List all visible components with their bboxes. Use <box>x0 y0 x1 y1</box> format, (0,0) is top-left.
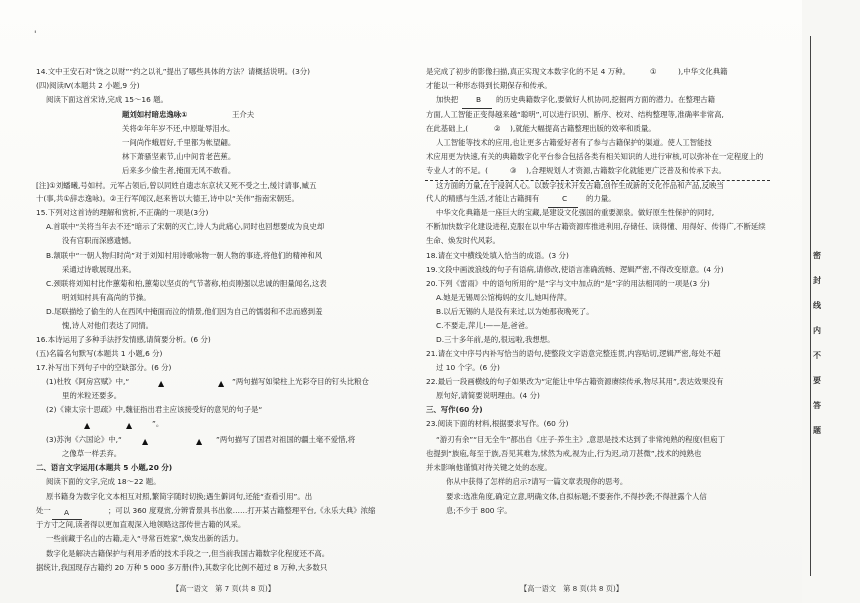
right-page-line: 方面,人工智能正变得越来越“聪明”,可以进行识别、断序、校对、结构整理等,准确率非常高, <box>426 110 724 119</box>
right-page-line: “游刃有余”“目无全牛”都出自《庄子·养生主》,意思是技术达到了非常纯熟的程度(但庖丁 <box>436 435 725 444</box>
left-page-line: C.颈联将刘知村比作蕙菊和柏,蕙菊以坚贞的气节著称,柏贞刚强以忠诚的胆量闻名,这表 <box>46 279 327 288</box>
left-page-line: 二、语言文字运用(本题共 5 小题,20 分) <box>36 463 173 472</box>
right-page-line: 23.阅读下面的材料,根据要求写作。(60 分) <box>426 419 569 428</box>
binding-word: 线 <box>813 301 821 310</box>
right-page-line: 中华文化典籍是一座巨大的宝藏,是建设文化强国的重要源泉。做好原生性保护的同时, <box>436 208 715 217</box>
right-page-line: 是完成了初步的影像扫描,真正实现文本数字化的不足 4 万种。 <box>426 67 630 76</box>
right-page-line: 在此基础上,( <box>426 124 469 133</box>
right-page-line: ① <box>650 67 657 76</box>
binding-word: 封 <box>813 276 821 285</box>
right-page-line: D.三十多年前,是的,很远啦,我想想。 <box>436 335 555 344</box>
left-page-line: 明刘知村具有高尚的节操。 <box>62 293 151 302</box>
left-page-line: 林下萧骚坚素节,山中间肯老芭蕉。 <box>122 152 236 161</box>
footer-left: 【高一语文 第 7 页(共 8 页)】 <box>172 584 275 593</box>
left-page-line: 17.补写出下列句子中的空缺部分。(6 分) <box>36 363 172 372</box>
left-page-line: 一间尚作蛾眉好,千里都为帐望翩。 <box>122 138 236 147</box>
blank-17-4[interactable]: ▲ <box>126 421 133 430</box>
left-page-line: 关将②年年岁不还,中原耻辱泪水。 <box>122 124 235 133</box>
right-page-line: ③ <box>510 166 517 175</box>
left-page-line: 之像草一样丢弃。 <box>62 449 122 458</box>
left-page-line: [注]①刘蟠曦,号如村。元军占领后,曾以同姓自遗志东京状又死不受之士,缓讨请事,臧五 <box>36 181 317 190</box>
right-page-line: 生命、焕发时代风彩。 <box>426 236 500 245</box>
right-page-line: ),中华文化典籍 <box>678 67 728 76</box>
left-page-line: A.首联中“关将当年去不还”暗示了宋朝的灭亡,诗人为此痛心,同时也回想要成为良史却 <box>46 222 325 231</box>
right-page-line: 术应用更为快速,有关的典籍数字化平台参合包括各类有相关知识的人进行审核,可以弥补在一定程度上的 <box>426 152 764 161</box>
left-page-line: (四)阅读Ⅳ(本题共 2 小题,9 分) <box>36 81 140 90</box>
right-page-line: 三、写作(60 分) <box>426 405 483 414</box>
right-page-line: 19.文段中画波浪线的句子有语病,请修改,使语言准确流畅、逻辑严密,不得改变原意。(4 分) <box>426 265 724 274</box>
left-page-line: 王介夫 <box>232 110 255 119</box>
right-page-line: C <box>562 194 568 203</box>
left-page-line: 题刘如村暗忠逸咏① <box>122 110 188 119</box>
left-page-line: 一些前藏于名山的古籍,走入“寻常百姓家”,焕发出新的活力。 <box>46 534 244 543</box>
binding-line <box>810 36 811 576</box>
left-page-line: (五)名篇名句默写(本题共 1 小题,6 分) <box>36 349 163 358</box>
corner-mark: ' <box>34 30 37 40</box>
right-page-line: 专业人才的不足。( <box>426 166 489 175</box>
right-page-line: 加快把 <box>436 95 459 104</box>
binding-word: 不 <box>813 351 821 360</box>
right-page-line: 原句好,请简要说明理由。(4 分) <box>436 391 540 400</box>
right-page-line: A.她是无锡周公馆梅妈的女儿,她叫侍萍。 <box>436 293 572 302</box>
right-page-line: 不断加快数字化建设进程,克服在以中华古籍资源库推进利用,存储任、读得懂、用得好、传得广,不断延续 <box>426 222 766 231</box>
left-page-line: 采通过诗歌展现出来。 <box>62 265 136 274</box>
left-page-line: 里的米粒还要多。 <box>62 391 122 400</box>
right-page-line: 才能以一种形态得到长期保存和传承。 <box>426 81 552 90</box>
right-page-line: ② <box>494 124 501 133</box>
right-page-line: ),就能大幅提高古籍整理出版的效率和质量。 <box>510 124 656 133</box>
left-page-line: 14.文中王安石对“饶之以财”“约之以礼”提出了哪些具体的方法？请概括说明。(3分) <box>36 67 311 76</box>
left-page-line: 据统计,我国现存古籍约 20 万种 5 000 多万册(件),其数字化比例不超过 8 万种,大多数只 <box>36 563 328 572</box>
left-page-line: 于方寸之间,读者得以更加直观深入地领略这部传世古籍的风采。 <box>36 520 246 529</box>
left-page-line: 十(事,共①辞志逸咏)。②王行军闻汉,赵来皆以大德王,诗中以“关伟”指南宋朝廷。 <box>36 194 299 203</box>
blank-17-3[interactable]: ▲ <box>84 421 91 430</box>
right-page-line: ),合理规划人才资源,古籍数字化就能更广泛普及和传承下去。 <box>526 166 726 175</box>
binding-word: 答 <box>813 401 821 410</box>
blank-17-6[interactable]: ▲ <box>196 437 203 446</box>
blank-17-2[interactable]: ▲ <box>218 379 225 388</box>
left-page-line: 数字化是解决古籍保护与利用矛盾的技术手段之一,但当前我国古籍数字化程度还不高。 <box>46 549 330 558</box>
left-page-line: ”两句描写了国君对祖国的疆土毫不爱惜,将 <box>216 435 356 444</box>
right-page-line: 也提到“族庖,每至于族,吾见其难为,怵然为戒,视为止,行为迟,动刀甚微”,技术的纯熟也 <box>426 449 702 458</box>
right-page-line: 人工智能等技术的应用,也让更多古籍爱好者有了参与古籍保护的渠道。使人工智能技 <box>436 138 712 147</box>
footer-right: 【高一语文 第 8 页(共 8 页)】 <box>520 584 623 593</box>
right-page-line: B <box>476 95 482 104</box>
right-page-line: 这方面的力量,在于浸润人心。以数字技术开发古籍,创作生成新的文化作品和产品,反映当 <box>436 181 724 190</box>
left-page-line: 处一 <box>36 506 51 515</box>
right-page-line: 并未影响他谨慎对待关键之处的态度。 <box>426 463 552 472</box>
left-page-line: 15.下列对这首诗的理解和赏析,不正确的一项是(3分) <box>36 208 209 217</box>
right-page-line: 息;不少于 800 字。 <box>446 506 512 515</box>
right-page-line: 的力量。 <box>586 194 616 203</box>
binding-word: 题 <box>813 426 821 435</box>
right-page-line: 18.请在文中横线处填入恰当的成语。(3 分) <box>426 251 569 260</box>
left-page-line: 没有官职而深感遗憾。 <box>62 236 136 245</box>
right-page-line: 20.下列《雷雨》中的语句所用的“是”字与文中加点的“是”字的用法相同的一项是(3 分) <box>426 279 710 288</box>
binding-word: 密 <box>813 251 821 260</box>
left-page-line: 原书籍身为数字化文本相互对照,繁简字随时切换;遇生僻词句,还能“查看引用”。出 <box>46 492 313 501</box>
left-page-line: 后来多少偷生者,掩面无风不敢看。 <box>122 166 236 175</box>
left-page-line: 阅读下面这首宋诗,完成 15～16 题。 <box>46 95 168 104</box>
right-page-line: 21.请在文中序号内补写恰当的语句,使整段文字语意完整连贯,内容贴切,逻辑严密,每处不超 <box>426 349 721 358</box>
blank-17-1[interactable]: ▲ <box>158 379 165 388</box>
left-page-line: (2)《谏太宗十思疏》中,魏征指出君主应该接受好的意见的句子是“ <box>46 405 263 414</box>
left-page-line: D.尾联描绘了偷生的人在西风中掩面而泣的情景,他们因为自己的懦弱和不忠而感到羞 <box>46 307 323 316</box>
right-page-line: B.以后无锡的人是没有来过,以为她那夜晚死了。 <box>436 307 594 316</box>
left-page-line: (3)苏洵《六国论》中,“ <box>46 435 122 444</box>
right-page-line: 22.最后一段画横线的句子如果改为“定能让中华古籍资源赓续传承,物尽其用”,表达效果没有 <box>426 377 724 386</box>
left-page-line: (1)杜牧《阿房宫赋》中,“ <box>46 377 130 386</box>
binding-word: 内 <box>813 326 821 335</box>
blank-18-A[interactable]: A <box>64 508 70 517</box>
left-page-line: B.颔联中“一朝人物归时尚”对于刘知村用诗歌咏物一朝人物的事迹,将他们的精神和风 <box>46 251 323 260</box>
left-page-line: 阅读下面的文字,完成 18～22 题。 <box>46 477 161 486</box>
right-page-line: 的历史典籍数字化,要做好人机协同,挖掘两方面的潜力。在整理古籍 <box>496 95 716 104</box>
binding-word: 要 <box>813 376 821 385</box>
right-page-line: 你从中获得了怎样的启示?请写一篇文章表现你的思考。 <box>446 477 628 486</box>
right-page-line: C.不要走,萍儿!——是,爸爸。 <box>436 321 533 330</box>
blank-line-18b <box>462 108 492 109</box>
right-page-line: 过 10 个字。(6 分) <box>436 363 500 372</box>
left-page-line: ”两句描写如梁柱上光彩夺目的钉头比粮仓 <box>232 377 369 386</box>
right-page-line: 代人的精感与生活,才能让古籍拥有 <box>426 194 540 203</box>
left-page-line: 愧,诗人对他们表达了同情。 <box>62 321 154 330</box>
blank-17-5[interactable]: ▲ <box>142 437 149 446</box>
right-page-line: 要求:选准角度,确定立意,明确文体,自拟标题;不要套作,不得抄袭;不得泄露个人信 <box>446 492 707 501</box>
left-page-line: 16.本诗运用了多种手法抒发情感,请简要分析。(6 分) <box>36 335 211 344</box>
left-page-line: ；可以 360 度观赏,分辨背景具书出象……打开某古籍整理平台,《永乐大典》浓缩 <box>108 506 376 515</box>
left-page-line: ”。 <box>152 419 164 428</box>
